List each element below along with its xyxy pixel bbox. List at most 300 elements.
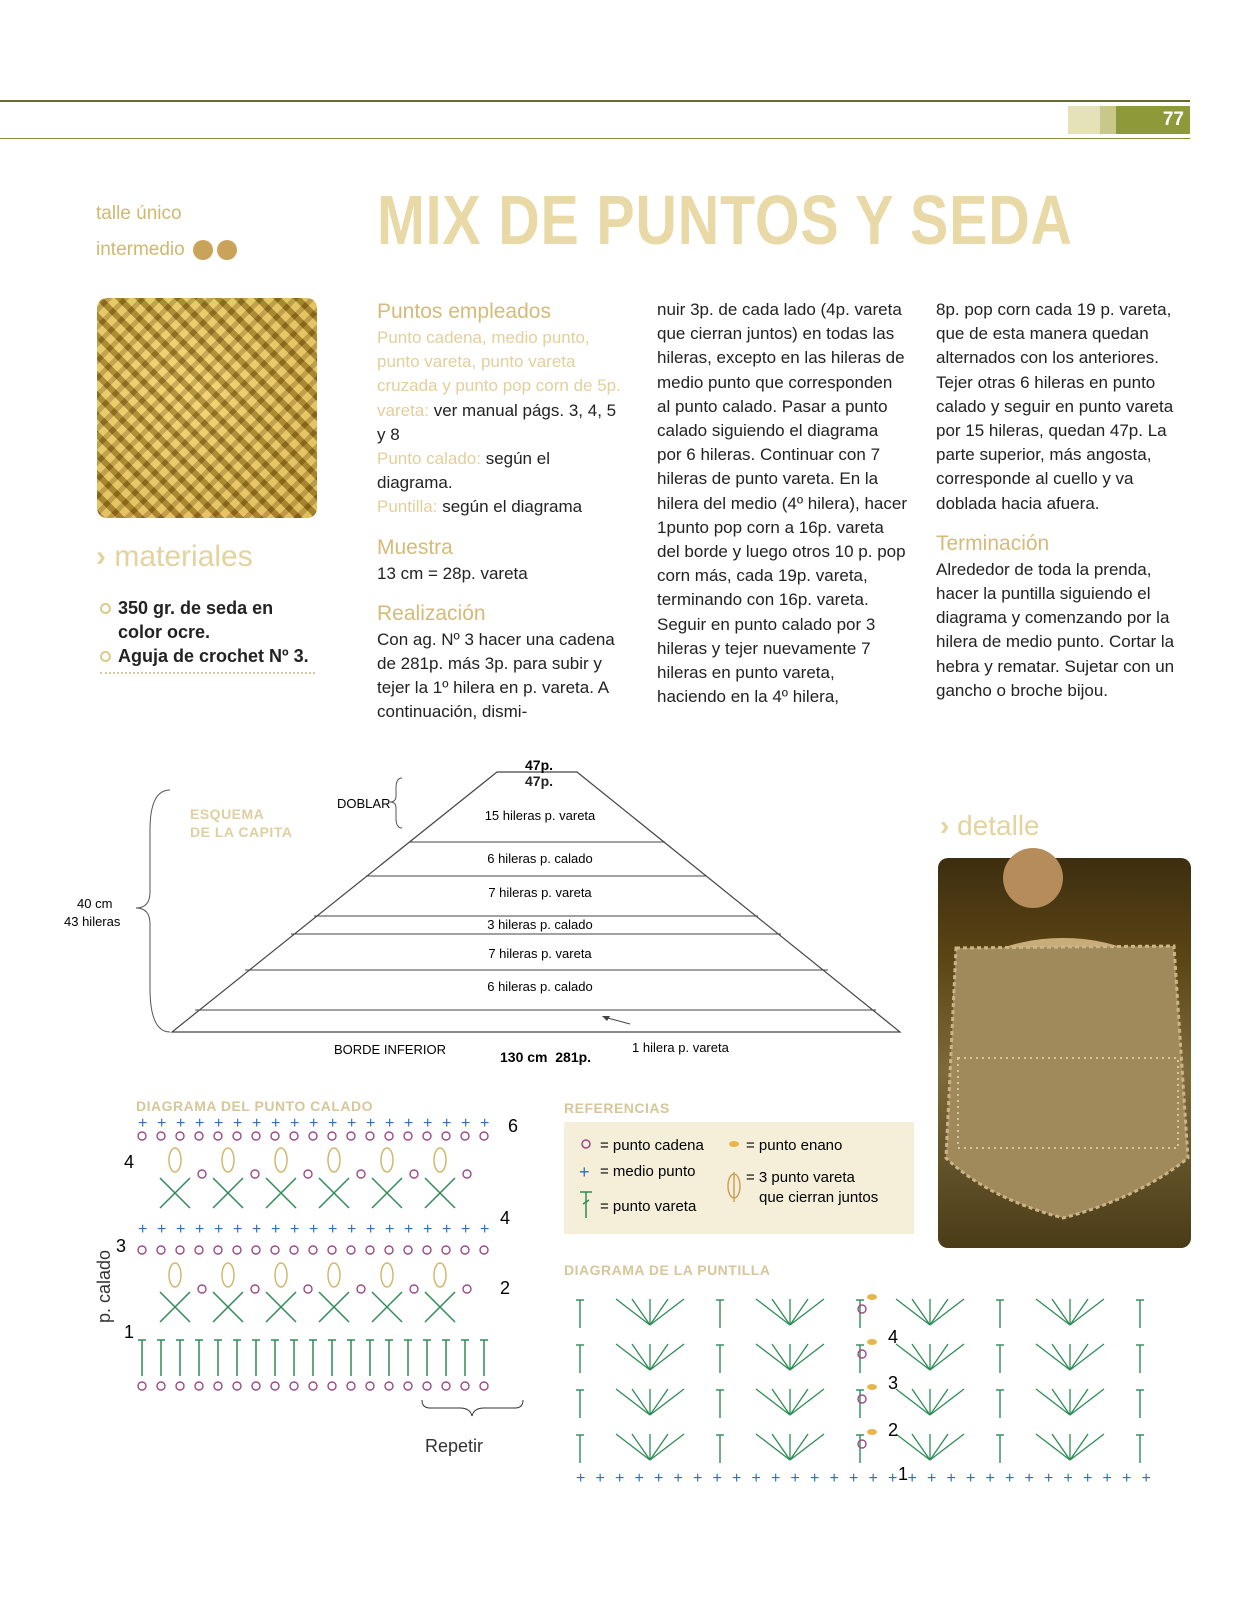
- cadena-symbol: [195, 1382, 203, 1390]
- realizacion-text-3: 8p. pop corn cada 19 p. vareta, que de esta manera quedan alternados con los anteriores. Tejer otras 6 hileras en punto calado y seguir en punto vareta por 15 hileras, quedan 47p. La parte superior, más angosta, corresponde al cuello y va doblada hacia afuera.: [936, 300, 1174, 513]
- fan-stitch-symbol: [650, 1389, 684, 1415]
- referencias-title: REFERENCIAS: [564, 1100, 670, 1116]
- band-label: 7 hileras p. vareta: [488, 885, 592, 900]
- row-number: 1: [898, 1464, 909, 1484]
- medio-punto-symbol: +: [1024, 1470, 1034, 1487]
- detalle-heading-text: detalle: [957, 810, 1040, 841]
- cadena-symbol: [410, 1285, 418, 1293]
- fan-stitch-symbol: [930, 1344, 948, 1370]
- medio-punto-symbol: +: [404, 1115, 414, 1132]
- fan-stitch-symbol: [1052, 1389, 1070, 1415]
- text-column-3: [936, 298, 1196, 703]
- row-number: 1: [124, 1322, 135, 1342]
- cadena-symbol: [251, 1170, 259, 1178]
- medio-punto-symbol: +: [423, 1115, 433, 1132]
- cadena-symbol: [423, 1246, 431, 1254]
- cadena-symbol: [157, 1132, 165, 1140]
- medio-punto-symbol: +: [347, 1115, 357, 1132]
- calado-diagram-title: DIAGRAMA DEL PUNTO CALADO: [136, 1098, 374, 1114]
- medio-punto-symbol: +: [810, 1470, 820, 1487]
- cadena-symbol: [328, 1132, 336, 1140]
- chain-symbol: [582, 1140, 590, 1148]
- medio-punto-symbol: +: [1141, 1470, 1151, 1487]
- puntos-intro-text: ver manual págs. 3, 4, 5 y 8: [377, 400, 617, 444]
- medio-punto-symbol: +: [233, 1221, 243, 1238]
- medio-punto-symbol: +: [366, 1115, 376, 1132]
- fan-stitch-symbol: [650, 1344, 668, 1370]
- medio-punto-symbol: +: [1122, 1470, 1132, 1487]
- cadena-symbol: [357, 1170, 365, 1178]
- referencias-legend: [564, 1122, 914, 1234]
- cadena-symbol: [347, 1132, 355, 1140]
- fan-stitch-symbol: [650, 1434, 668, 1460]
- yarn-ball-icon: [217, 240, 237, 260]
- medio-punto-symbol: +: [461, 1221, 471, 1238]
- realizacion-text-2: nuir 3p. de cada lado (4p. vareta que cierran juntos) en todas las hileras, excepto en las hileras de medio punto que corresponden al punto calado. Pasar a punto calado siguiendo el diagrama por 6 hileras. Continuar con 7 hileras de punto vareta. En la hilera del medio (4º hilera), hacer 1punto pop corn a 16p. vareta del borde y luego otros 10 p. pop corn más, cada 19p. vareta, terminando con 16p. vareta. Seguir en punto calado por 3 hileras y tejer nuevamente 7 hileras en punto vareta, haciendo en la 4º hilera,: [657, 300, 907, 707]
- cadena-symbol: [304, 1170, 312, 1178]
- enano-symbol: [867, 1429, 877, 1435]
- fan-stitch-symbol: [650, 1299, 668, 1325]
- terminacion-heading: Terminación: [936, 531, 1050, 555]
- medio-punto-symbol: +: [946, 1470, 956, 1487]
- medio-punto-symbol: +: [214, 1221, 224, 1238]
- cadena-symbol: [328, 1382, 336, 1390]
- fan-stitch-symbol: [650, 1434, 684, 1460]
- medio-punto-symbol: +: [214, 1115, 224, 1132]
- fan-stitch-symbol: [1036, 1389, 1070, 1415]
- talle-label: talle único: [96, 203, 182, 224]
- medio-punto-symbol: +: [576, 1470, 586, 1487]
- medio-punto-symbol: +: [595, 1470, 605, 1487]
- fan-stitch-symbol: [1070, 1344, 1088, 1370]
- cadena-symbol: [366, 1246, 374, 1254]
- top-count-fix: 47p.: [525, 773, 554, 789]
- left-cm: 40 cm: [77, 896, 113, 911]
- fan-stitch-symbol: [790, 1344, 808, 1370]
- medio-punto-symbol: +: [252, 1221, 262, 1238]
- medio-punto-symbol: +: [985, 1470, 995, 1487]
- cadena-symbol: [309, 1382, 317, 1390]
- bottom-size: 130 cm 281p.: [500, 1049, 592, 1065]
- slip-stitch-symbol: [729, 1141, 739, 1147]
- puntos-intro: Punto cadena, medio punto, punto vareta, punto vareta cruzada y punto pop corn de 5p. vareta:: [377, 328, 621, 420]
- fan-stitch-symbol: [896, 1434, 930, 1460]
- fan-stitch-symbol: [616, 1434, 650, 1460]
- cadena-symbol: [271, 1246, 279, 1254]
- cadena-symbol: [176, 1382, 184, 1390]
- medio-punto-symbol: +: [176, 1221, 186, 1238]
- medio-punto-symbol: +: [271, 1115, 281, 1132]
- cadena-symbol: [461, 1382, 469, 1390]
- ref-enano: = punto enano: [746, 1137, 843, 1154]
- top-count: 47p.: [525, 757, 554, 773]
- cadena-symbol: [461, 1132, 469, 1140]
- cadena-symbol: [385, 1132, 393, 1140]
- left-brace: [136, 790, 170, 1032]
- fan-stitch-symbol: [756, 1344, 790, 1370]
- fan-stitch-symbol: [632, 1299, 650, 1325]
- ref-tres-line2: que cierran juntos: [759, 1189, 879, 1206]
- medio-punto-symbol: +: [1063, 1470, 1073, 1487]
- medio-punto-symbol: +: [966, 1470, 976, 1487]
- fan-stitch-symbol: [1052, 1434, 1070, 1460]
- fan-stitch-symbol: [772, 1299, 790, 1325]
- fan-stitch-symbol: [790, 1299, 808, 1325]
- cadena-symbol: [271, 1382, 279, 1390]
- cadena-symbol: [347, 1382, 355, 1390]
- fan-stitch-symbol: [930, 1434, 948, 1460]
- fan-stitch-symbol: [756, 1434, 790, 1460]
- cadena-symbol: [214, 1246, 222, 1254]
- medio-punto-symbol: +: [480, 1221, 490, 1238]
- model-photo-art: [938, 858, 1191, 1248]
- list-item: 350 gr. de seda en color ocre.: [100, 596, 308, 644]
- cadena-symbol: [195, 1246, 203, 1254]
- fan-stitch-symbol: [896, 1344, 930, 1370]
- fan-stitch-symbol: [1070, 1389, 1088, 1415]
- cadena-symbol: [309, 1132, 317, 1140]
- medio-punto-symbol: +: [1044, 1470, 1054, 1487]
- ref-tres-line1: = 3 punto vareta: [746, 1169, 855, 1186]
- cadena-symbol: [251, 1285, 259, 1293]
- cadena-symbol: [385, 1382, 393, 1390]
- fan-stitch-symbol: [912, 1389, 930, 1415]
- fan-stitch-symbol: [1070, 1299, 1104, 1325]
- realizacion-heading: Realización: [377, 601, 486, 625]
- left-hileras: 43 hileras: [64, 914, 121, 929]
- cadena-symbol: [233, 1246, 241, 1254]
- medio-punto-symbol: +: [328, 1221, 338, 1238]
- cadena-symbol: [214, 1382, 222, 1390]
- medio-punto-symbol: +: [157, 1115, 167, 1132]
- puntos-heading: Puntos empleados: [377, 300, 551, 323]
- fan-stitch-symbol: [1070, 1434, 1088, 1460]
- cadena-symbol: [404, 1246, 412, 1254]
- cluster-symbol: [381, 1148, 393, 1172]
- yarn-ball-icon: [193, 240, 213, 260]
- medio-punto-symbol: +: [423, 1221, 433, 1238]
- fan-stitch-symbol: [1070, 1299, 1088, 1325]
- medio-punto-symbol: +: [328, 1115, 338, 1132]
- cadena-symbol: [290, 1382, 298, 1390]
- medio-punto-symbol: +: [480, 1115, 490, 1132]
- fan-stitch-symbol: [772, 1389, 790, 1415]
- cluster-symbol: [222, 1148, 234, 1172]
- difficulty-block: [96, 196, 237, 268]
- cadena-symbol: [138, 1382, 146, 1390]
- cluster-symbol: [169, 1263, 181, 1287]
- medio-punto-symbol: +: [290, 1115, 300, 1132]
- calado-side-label: p. calado: [94, 1249, 114, 1323]
- fan-stitch-symbol: [1052, 1344, 1070, 1370]
- medio-punto-symbol: +: [907, 1470, 917, 1487]
- fan-stitch-symbol: [790, 1389, 808, 1415]
- medio-punto-symbol: +: [138, 1221, 148, 1238]
- cadena-symbol: [304, 1285, 312, 1293]
- fan-stitch-symbol: [756, 1299, 790, 1325]
- fan-stitch-symbol: [650, 1299, 684, 1325]
- repeat-label: Repetir: [425, 1436, 484, 1456]
- cluster-symbol: [328, 1148, 340, 1172]
- fan-stitch-symbol: [1036, 1434, 1070, 1460]
- fan-stitch-symbol: [1070, 1389, 1104, 1415]
- chevron-right-icon: ›: [940, 810, 950, 841]
- medio-punto-symbol: +: [1005, 1470, 1015, 1487]
- medio-punto-symbol: +: [1083, 1470, 1093, 1487]
- fan-stitch-symbol: [912, 1434, 930, 1460]
- cadena-symbol: [858, 1395, 866, 1403]
- cadena-symbol: [404, 1132, 412, 1140]
- muestra-text: 13 cm = 28p. vareta: [377, 563, 528, 583]
- repeat-brace: [422, 1400, 523, 1416]
- divider: [100, 672, 315, 674]
- row-number: 2: [888, 1420, 899, 1440]
- cluster-symbol: [275, 1263, 287, 1287]
- stitch-swatch-photo: [97, 298, 317, 518]
- puntilla-text: según el diagrama: [437, 497, 583, 517]
- cadena-symbol: [290, 1132, 298, 1140]
- cadena-symbol: [463, 1170, 471, 1178]
- medio-punto-symbol: +: [290, 1221, 300, 1238]
- cadena-symbol: [233, 1132, 241, 1140]
- row-number: 3: [888, 1373, 899, 1393]
- fan-stitch-symbol: [632, 1434, 650, 1460]
- cadena-symbol: [423, 1382, 431, 1390]
- fan-stitch-symbol: [912, 1344, 930, 1370]
- bottom-note: 1 hilera p. vareta: [632, 1040, 729, 1055]
- row-number: 4: [888, 1327, 899, 1347]
- cadena-symbol: [328, 1246, 336, 1254]
- fan-stitch-symbol: [1036, 1344, 1070, 1370]
- cadena-symbol: [357, 1285, 365, 1293]
- cluster-symbol: [222, 1263, 234, 1287]
- page-number-bar: [1068, 106, 1190, 134]
- medio-punto-symbol: +: [252, 1115, 262, 1132]
- cadena-symbol: [198, 1170, 206, 1178]
- cadena-symbol: [252, 1246, 260, 1254]
- cluster-symbol: [728, 1172, 740, 1202]
- calado-grid: [138, 1115, 523, 1416]
- page-title: MIX DE PUNTOS Y SEDA: [377, 181, 1073, 259]
- cadena-symbol: [366, 1132, 374, 1140]
- band-label: 6 hileras p. calado: [487, 979, 593, 994]
- cadena-symbol: [480, 1382, 488, 1390]
- fan-stitch-symbol: [930, 1434, 964, 1460]
- nivel-label: intermedio: [96, 239, 185, 260]
- medio-punto-symbol: +: [615, 1470, 625, 1487]
- cadena-symbol: [233, 1382, 241, 1390]
- medio-punto-symbol: +: [442, 1115, 452, 1132]
- cadena-symbol: [252, 1132, 260, 1140]
- medio-punto-symbol: +: [347, 1221, 357, 1238]
- cluster-symbol: [328, 1263, 340, 1287]
- fan-stitch-symbol: [756, 1389, 790, 1415]
- cadena-symbol: [366, 1382, 374, 1390]
- cadena-symbol: [176, 1132, 184, 1140]
- medio-punto-symbol: +: [654, 1470, 664, 1487]
- puntilla-label: Puntilla:: [377, 497, 438, 517]
- fan-stitch-symbol: [772, 1344, 790, 1370]
- ref-vareta: = punto vareta: [600, 1198, 697, 1215]
- cadena-symbol: [385, 1246, 393, 1254]
- enano-symbol: [867, 1384, 877, 1390]
- cluster-symbol: [434, 1148, 446, 1172]
- text-column-2: [657, 298, 907, 709]
- single-crochet-symbol: +: [579, 1162, 590, 1182]
- puntilla-diagram-title: DIAGRAMA DE LA PUNTILLA: [564, 1262, 771, 1278]
- cadena-symbol: [463, 1285, 471, 1293]
- medio-punto-symbol: +: [366, 1221, 376, 1238]
- medio-punto-symbol: +: [829, 1470, 839, 1487]
- fan-stitch-symbol: [650, 1389, 668, 1415]
- medio-punto-symbol: +: [849, 1470, 859, 1487]
- medio-punto-symbol: +: [176, 1115, 186, 1132]
- fan-stitch-symbol: [930, 1389, 964, 1415]
- fan-stitch-symbol: [930, 1299, 964, 1325]
- cluster-symbol: [169, 1148, 181, 1172]
- fan-stitch-symbol: [930, 1299, 948, 1325]
- page-number: 77: [1162, 109, 1184, 130]
- medio-punto-symbol: +: [1102, 1470, 1112, 1487]
- cadena-symbol: [176, 1246, 184, 1254]
- medio-punto-symbol: +: [195, 1221, 205, 1238]
- cadena-symbol: [195, 1132, 203, 1140]
- medio-punto-symbol: +: [712, 1470, 722, 1487]
- medio-punto-symbol: +: [461, 1115, 471, 1132]
- esquema-diagram: [0, 757, 930, 1070]
- row-number: 6: [508, 1116, 519, 1136]
- cadena-symbol: [157, 1246, 165, 1254]
- fan-stitch-symbol: [790, 1434, 824, 1460]
- fan-stitch-symbol: [616, 1344, 650, 1370]
- band-label: 7 hileras p. vareta: [488, 946, 592, 961]
- cadena-symbol: [404, 1382, 412, 1390]
- cadena-symbol: [858, 1350, 866, 1358]
- row-number: 4: [124, 1152, 135, 1172]
- fan-stitch-symbol: [1036, 1299, 1070, 1325]
- double-crochet-symbol: [580, 1192, 592, 1218]
- cadena-symbol: [423, 1132, 431, 1140]
- medio-punto-symbol: +: [385, 1221, 395, 1238]
- header-rule-bottom: [0, 138, 1190, 139]
- doblar-brace: [390, 778, 402, 828]
- enano-symbol: [867, 1294, 877, 1300]
- medio-punto-symbol: +: [634, 1470, 644, 1487]
- medio-punto-symbol: +: [138, 1115, 148, 1132]
- materiales-heading: [96, 540, 253, 574]
- cadena-symbol: [480, 1132, 488, 1140]
- medio-punto-symbol: +: [888, 1470, 898, 1487]
- fan-stitch-symbol: [790, 1434, 808, 1460]
- band-label: 15 hileras p. vareta: [484, 808, 596, 823]
- enano-symbol: [867, 1339, 877, 1345]
- row-number: 4: [500, 1208, 511, 1228]
- fan-stitch-symbol: [790, 1299, 824, 1325]
- cadena-symbol: [198, 1285, 206, 1293]
- fan-stitch-symbol: [632, 1389, 650, 1415]
- medio-punto-symbol: +: [404, 1221, 414, 1238]
- medio-punto-symbol: +: [271, 1221, 281, 1238]
- puntilla-grid: [576, 1294, 1151, 1487]
- cadena-symbol: [214, 1132, 222, 1140]
- cadena-symbol: [480, 1246, 488, 1254]
- medio-punto-symbol: +: [673, 1470, 683, 1487]
- medio-punto-symbol: +: [385, 1115, 395, 1132]
- fan-stitch-symbol: [896, 1389, 930, 1415]
- text-column-1: [377, 298, 627, 725]
- cadena-symbol: [138, 1246, 146, 1254]
- medio-punto-symbol: +: [927, 1470, 937, 1487]
- cadena-symbol: [347, 1246, 355, 1254]
- cluster-symbol: [434, 1263, 446, 1287]
- medio-punto-symbol: +: [771, 1470, 781, 1487]
- medio-punto-symbol: +: [868, 1470, 878, 1487]
- fan-stitch-symbol: [1070, 1344, 1104, 1370]
- fan-stitch-symbol: [616, 1389, 650, 1415]
- cadena-symbol: [858, 1440, 866, 1448]
- fan-stitch-symbol: [930, 1389, 948, 1415]
- cluster-symbol: [275, 1148, 287, 1172]
- cadena-symbol: [138, 1132, 146, 1140]
- medio-punto-symbol: +: [309, 1115, 319, 1132]
- muestra-heading: Muestra: [377, 535, 453, 559]
- fan-stitch-symbol: [616, 1299, 650, 1325]
- row-number: 2: [500, 1278, 511, 1298]
- materiales-list: [100, 596, 348, 668]
- terminacion-text: Alrededor de toda la prenda, hacer la puntilla siguiendo el diagrama y comenzando por la hilera de medio punto. Cortar la hebra y rematar. Sujetar con un gancho o broche bijou.: [936, 559, 1175, 700]
- fan-stitch-symbol: [772, 1434, 790, 1460]
- fan-stitch-symbol: [930, 1344, 964, 1370]
- fan-stitch-symbol: [650, 1344, 684, 1370]
- materiales-heading-text: materiales: [114, 540, 253, 573]
- medio-punto-symbol: +: [233, 1115, 243, 1132]
- cadena-symbol: [858, 1305, 866, 1313]
- cadena-symbol: [442, 1382, 450, 1390]
- list-item: Aguja de crochet Nº 3.: [100, 644, 348, 668]
- fan-stitch-symbol: [1052, 1299, 1070, 1325]
- fan-stitch-symbol: [1070, 1434, 1104, 1460]
- medio-punto-symbol: +: [157, 1221, 167, 1238]
- cadena-symbol: [271, 1132, 279, 1140]
- calado-diagram: [80, 1115, 540, 1468]
- calado-text: según el diagrama.: [377, 449, 550, 493]
- bottom-label: BORDE INFERIOR: [334, 1042, 446, 1057]
- cadena-symbol: [290, 1246, 298, 1254]
- referencias-box: [564, 1122, 914, 1234]
- calado-label: Punto calado:: [377, 449, 481, 469]
- fan-stitch-symbol: [632, 1344, 650, 1370]
- medio-punto-symbol: +: [195, 1115, 205, 1132]
- medio-punto-symbol: +: [693, 1470, 703, 1487]
- ref-cadena: = punto cadena: [600, 1137, 704, 1154]
- fan-stitch-symbol: [896, 1299, 930, 1325]
- band-label: 3 hileras p. calado: [487, 917, 593, 932]
- realizacion-text-1: Con ag. Nº 3 hacer una cadena de 281p. más 3p. para subir y tejer la 1º hilera en p. vareta. A continuación, dismi-: [377, 629, 615, 722]
- esquema-title-line1: ESQUEMA: [190, 806, 265, 822]
- ref-medio: = medio punto: [600, 1163, 696, 1180]
- medio-punto-symbol: +: [309, 1221, 319, 1238]
- cadena-symbol: [410, 1170, 418, 1178]
- esquema-title-line2: DE LA CAPITA: [190, 824, 293, 840]
- cadena-symbol: [309, 1246, 317, 1254]
- medio-punto-symbol: +: [751, 1470, 761, 1487]
- fan-stitch-symbol: [790, 1344, 824, 1370]
- chevron-right-icon: ›: [96, 540, 106, 573]
- cadena-symbol: [442, 1132, 450, 1140]
- cadena-symbol: [252, 1382, 260, 1390]
- fan-stitch-symbol: [790, 1389, 824, 1415]
- band-label: 6 hileras p. calado: [487, 851, 593, 866]
